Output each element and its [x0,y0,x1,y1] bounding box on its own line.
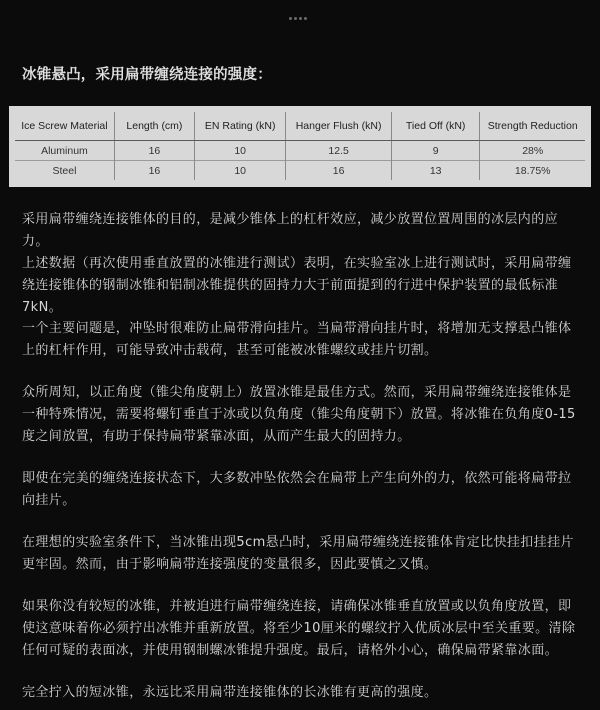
table-header-row [15,112,585,141]
column-header-length: Length (cm) [114,112,194,141]
table-cell: 16 [114,141,194,161]
table-cell: Aluminum [41,144,88,157]
strength-table [9,106,591,187]
table-cell: 18.75% [480,161,585,181]
paragraph-advice: 如果你没有较短的冰锥，并被迫进行扁带缠绕连接，请确保冰锥垂直放置或以负角度放置，即使这意味着你必须拧出冰锥并重新放置。将至少10厘米的螺纹拧入优质冰层中至关重要。清除任何可疑的表面冰，并使用钢制螺冰锥提升强度。最后，请格外小心，确保扁带紧靠冰面。 [22,599,576,658]
strength-data-table [15,112,585,180]
paragraph-purpose: 采用扁带缠绕连接锥体的目的，是减少锥体上的杠杆效应，减少放置位置周围的冰层内的应力。 [22,212,559,249]
table-cell: 13 [391,161,480,181]
column-header-tied-off: Tied Off (kN) [391,112,480,141]
paragraph-lab-conditions: 在理想的实验室条件下，当冰锥出现5cm悬凸时，采用扁带缠绕连接锥体肯定比快挂扣挂挂片更牢固。然而，由于影响扁带连接强度的变量很多，因此要慎之又慎。 [22,535,574,572]
column-header-en-rating: EN Rating (kN) [194,112,285,141]
table-cell: 9 [391,141,480,161]
table-cell: 28% [480,141,585,161]
paragraph-test-data: 上述数据（再次使用垂直放置的冰锥进行测试）表明，在实验室冰上进行测试时，采用扁带缠绕连接锥体的钢制冰锥和铝制冰锥提供的固持力大于前面提到的行进中保护装置的最低标准7kN。 [22,256,572,315]
table-cell: 16 [114,161,194,181]
column-header-hanger-flush: Hanger Flush (kN) [286,112,392,141]
paragraph-main-issue: 一个主要问题是，冲坠时很难防止扁带滑向挂片。当扁带滑向挂片时，将增加无支撑悬凸锥体上的杠杆作用，可能导致冲击载荷，甚至可能被冰锥螺纹或挂片切割。 [22,321,572,358]
drag-handle-icon[interactable] [289,15,311,21]
paragraph-outward-force: 即使在完美的缠绕连接状态下，大多数冲坠依然会在扁带上产生向外的力，依然可能将扁带拉向挂片。 [22,471,572,508]
paragraph-angle: 众所周知，以正角度（锥尖角度朝上）放置冰锥是最佳方式。然而，采用扁带缠绕连接锥体是一种特殊情况，需要将螺钉垂直于冰或以负角度（锥尖角度朝下）放置。将冰锥在负角度0-15度之间放置，有助于保持扁带紧靠冰面，从而产生最大的固持力。 [22,385,576,444]
table-cell: Steel [15,161,114,181]
table-cell: 16 [286,161,392,181]
column-header-strength-reduction: Strength Reduction [480,112,585,141]
table-cell: 10 [194,141,285,161]
table-cell: 10 [194,161,285,181]
column-header-material: Ice Screw Material [15,112,114,141]
paragraph-conclusion: 完全拧入的短冰锥，永远比采用扁带连接锥体的长冰锥有更高的强度。 [22,685,438,700]
table-row [15,141,585,161]
table-cell: 12.5 [286,141,392,161]
section-heading: 冰锥悬凸，采用扁带缠绕连接的强度： [22,67,272,83]
table-row [15,161,585,181]
